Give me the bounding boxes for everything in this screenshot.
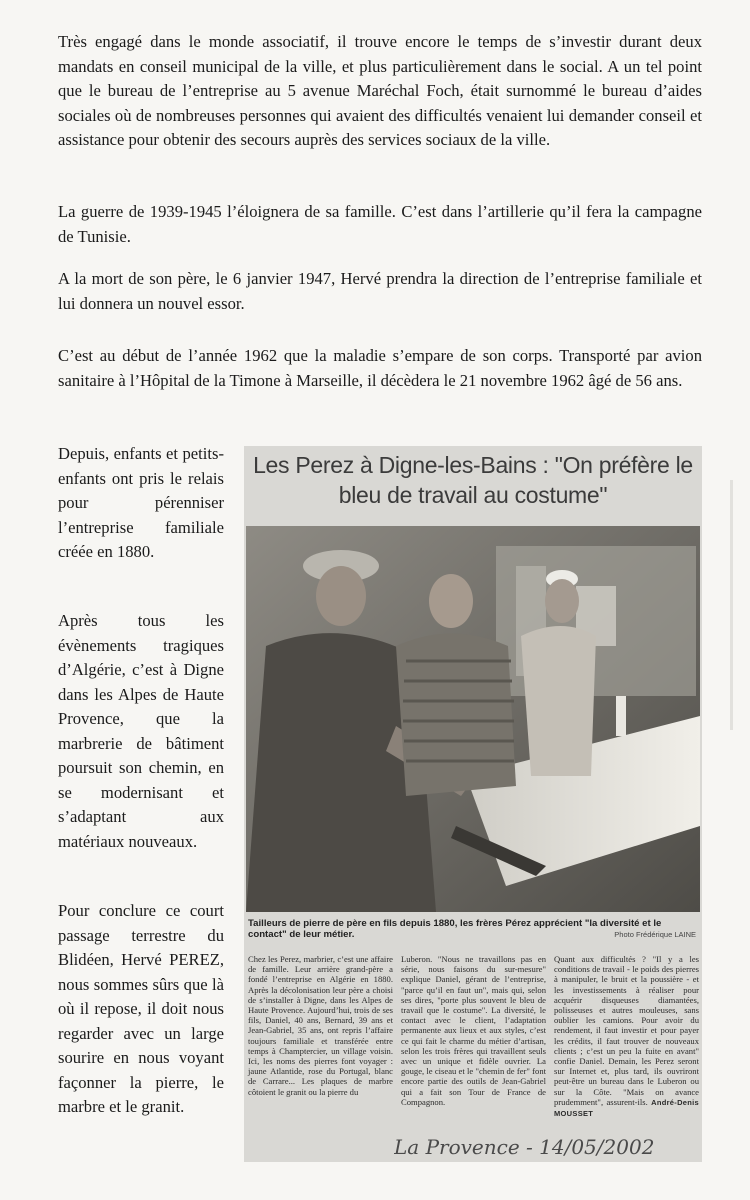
paragraph-mort-pere: A la mort de son père, le 6 janvier 1947, Hervé prendra la direction de l’entreprise familiale et lui donnera un nouvel essor. (58, 269, 702, 313)
sidebar-paragraph-relais: Depuis, enfants et petits-enfants ont pris le relais pour pérenniser l’entreprise familiale créée en 1880. (58, 444, 224, 561)
workshop-photo (246, 526, 700, 912)
newspaper-clipping (244, 446, 702, 1162)
article-byline: André-Denis MOUSSET (554, 1097, 699, 1119)
article-column-3-text: Quant aux difficultés ? "Il y a les conditions de travail - le poids des pierres à manipuler, le bruit et la poussière - et les investissements à réaliser pour acquérir disqueuses diamantées, polisseuses et autres mouleuses, sans oublier les camions. Pour avoir du rendement, il faut investir et pour payer les crédits, il faut trouver de nouveaux clients ; c’est un peu la fuite en avant" confie Daniel. Demain, les Perez seront sur Internet et, plus tard, ils ouvriront peut-être un bureau dans le Luberon ou sur la Côte. "Mais on avance prudemment", assurent-ils. (554, 954, 699, 1107)
paragraph-maladie: C’est au début de l’année 1962 que la maladie s’empare de son corps. Transporté par avion sanitaire à l’Hôpital de la Timone à Marseille, il décèdera le 21 novembre 1962 âgé de 56 ans. (58, 346, 702, 390)
paragraph-associatif: Très engagé dans le monde associatif, il trouve encore le temps de s’investir durant deux mandats en conseil municipal de la ville, et plus particulièrement dans le social. A un tel point que le bureau de l’entreprise au 5 avenue Maréchal Foch, était surnommé le bureau d’aides sociales où de nombreuses personnes qui avaient des difficultés venaient lui demander conseil et assistance pour obtenir des secours auprès des services sociaux de la ville. (58, 32, 702, 149)
faded-margin-mark (724, 480, 742, 740)
article-body (248, 954, 700, 1122)
stonemasons-photo-illustration (246, 526, 700, 912)
handwritten-source-note (394, 1130, 694, 1162)
article-column-3 (554, 954, 699, 1122)
article-column-1: Chez les Perez, marbrier, c’est une affaire de famille. Leur arrière grand-père a fondé l’entreprise en Algérie en 1880. Après la décolonisation leur père a choisi de s’installer à Digne, dans les Alpes de Haute Provence. Aujourd’hui, trois de ses fils, Daniel, 40 ans, Bernard, 39 ans et Jean-Gabriel, 35 ans, ont repris l’affaire toujours familiale et transférée entre temps à Champtercier, un village voisin. Ici, les noms des pierres font voyager : jaune Atlantide, rose du Portugal, blanc de Carrare... Les plaques de marbre côtoient le granit ou la pierre du (248, 954, 393, 1097)
sidebar-paragraph-algerie: Après tous les évènements tragiques d’Algérie, c’est à Digne dans les Alpes de Haute Provence, que la marbrerie de bâtiment poursuit son chemin, en se modernisant et s’adaptant aux matériaux nouveaux. (58, 611, 224, 851)
paragraph-guerre: La guerre de 1939-1945 l’éloignera de sa famille. C’est dans l’artillerie qu’il fera la campagne de Tunisie. (58, 202, 702, 246)
photo-caption: Tailleurs de pierre de père en fils depuis 1880, les frères Pérez apprécient "la diversité et le contact" de leur métier. (248, 918, 662, 940)
sidebar-paragraph-conclusion: Pour conclure ce court passage terrestre du Blidéen, Hervé PEREZ, nous sommes sûrs que là où il repose, il doit nous regarder avec un large sourire en nous voyant façonner la pierre, le marbre et le granit. (58, 901, 224, 1116)
clipping-headline: Les Perez à Digne-les-Bains : "On préfère le bleu de travail au costume" (253, 452, 693, 508)
photo-credit: Photo Frédérique LAINE (614, 930, 696, 939)
handwritten-note-text: La Provence - 14/05/2002 (394, 1135, 655, 1159)
article-column-2: Luberon. "Nous ne travaillons pas en série, nous faisons du sur-mesure" explique Daniel, gérant de l’entreprise, "parce qu’il en faut un", mais qui, selon ses dires, "porte plus souvent le bleu de travail que le costume". La diversité, le contact avec le client, l’adaptation permanente aux lieux et aux styles, c’est ce qui fait le charme du métier d’artisan, selon les trois frères qui travaillent seuls avec un unique et fidèle ouvrier. La gouge, le ciseau et le "chemin de fer" font encore partie des outils de Jean-Gabriel qui a fait son Tour de France de Compagnon. (401, 954, 546, 1107)
